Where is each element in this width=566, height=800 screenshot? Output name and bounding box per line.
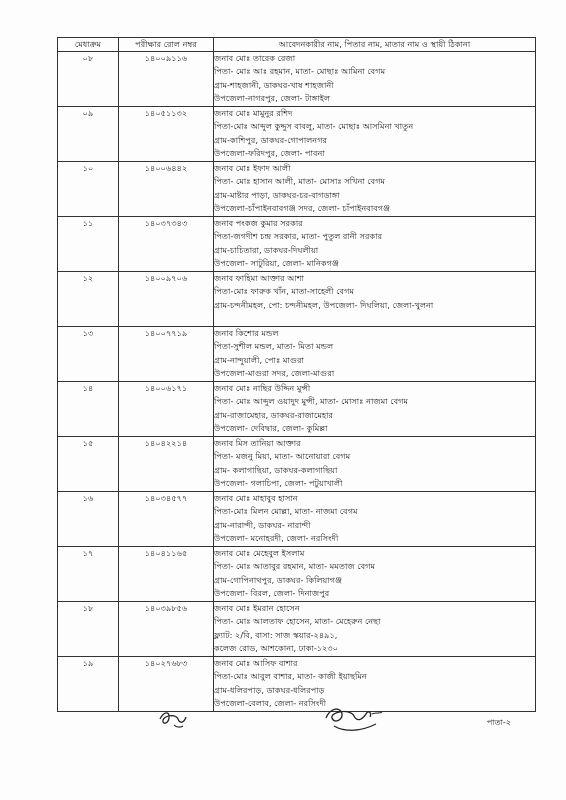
applicant-details-cell bbox=[214, 272, 536, 327]
roll-number-cell: ১৪০০৬৪৪২ bbox=[119, 162, 214, 217]
applicant-detail-line: জনাব মোঃ তারেক রেজা bbox=[214, 53, 296, 63]
merit-serial-cell: ১৪ bbox=[58, 382, 119, 437]
applicant-detail-line: জনাব মোঃ মাহাবুব হাসান bbox=[214, 493, 298, 503]
applicant-detail-line: পিতা- মোঃ আব্দুল ওয়াদুদ মুন্সী, মাতা- মোসাঃ নাজমা বেগম bbox=[214, 396, 409, 407]
applicant-detail-line: জনাব ফাহিমা আক্তার আশা bbox=[214, 273, 305, 283]
applicant-detail-line: গ্রাম-চন্দনীমহল, পো: চন্দনীমহল, উপজেলা- দিঘলিয়া, জেলা-খুলনা bbox=[214, 299, 434, 310]
applicant-details-cell bbox=[214, 162, 536, 217]
table-row bbox=[58, 217, 536, 272]
table-row bbox=[58, 547, 536, 602]
applicant-detail-line: গ্রাম-নান্দুয়ালী, পোঃ মাগুরা bbox=[214, 354, 304, 365]
applicant-detail-line: পিতা-সুশীল মন্ডল, মাতা- মিতা মন্ডল bbox=[214, 341, 334, 352]
roll-number-cell: ১৪০৩৪৫৭৭ bbox=[119, 492, 214, 547]
applicant-detail-line: গ্রাম- কলাগাছিয়া, ডাকঘর-কলাগাছিয়া bbox=[214, 464, 338, 475]
applicant-detail-line: জনাব মোঃ নাছির উদ্দিন মুন্সী bbox=[214, 383, 311, 393]
applicant-detail-line: পিতা- মোঃ হাসান আলী, মাতা- মোসাঃ সখিনা বেগম bbox=[214, 176, 386, 187]
applicant-details-cell bbox=[214, 217, 536, 272]
applicant-detail-line: জনাব মোঃ মেহেবুল ইসলাম bbox=[214, 548, 305, 558]
applicant-detail-line: গ্রাম-রাজামেহার, ডাকঘর-রাজামেহার bbox=[214, 409, 334, 420]
applicant-details-cell bbox=[214, 547, 536, 602]
roll-number-cell: ১৪০৪১১৬৫ bbox=[119, 547, 214, 602]
applicant-detail-line: জনাব মোঃ ইমরান হোসেন bbox=[214, 603, 300, 613]
applicant-detail-line: পিতা-মোঃ আবুল বাশার, মাতা- কাজী ইয়াছমিন bbox=[214, 671, 367, 682]
table-row bbox=[58, 602, 536, 657]
roll-number-cell: ১৪০০৯১১৬ bbox=[119, 52, 214, 107]
applicant-details-cell bbox=[214, 327, 536, 382]
applicant-detail-line: জনাব পংকজ কুমার সরকার bbox=[214, 218, 303, 228]
merit-serial-cell: ১৩ bbox=[58, 327, 119, 382]
header-applicant-details: আবেদনকারীর নাম, পিতার নাম, মাতার নাম ও স্থায়ী ঠিকানা bbox=[214, 38, 536, 52]
table-row bbox=[58, 162, 536, 217]
applicant-detail-line: উপজেলা- মনোহরদী, জেলা- নরসিংদী bbox=[214, 533, 339, 544]
applicant-details-cell bbox=[214, 52, 536, 107]
applicant-detail-line: পিতা- মোঃ আলতাফ হোসেন, মাতা- মেহেরুন নেছা bbox=[214, 616, 381, 627]
page-number-label: পাতা-২ bbox=[486, 718, 511, 727]
table-row bbox=[58, 657, 536, 712]
merit-serial-cell: ১৫ bbox=[58, 437, 119, 492]
applicant-detail-line: উপজেলা-নাগরপুর, জেলা- টাঙ্গাইল bbox=[214, 93, 331, 104]
applicant-detail-line: উপজেলা-বেলাব, জেলা- নরসিংদী bbox=[214, 698, 327, 709]
roll-number-cell: ১৪০৪২২১৪ bbox=[119, 437, 214, 492]
table-row bbox=[58, 272, 536, 327]
merit-serial-cell: ০৯ bbox=[58, 107, 119, 162]
applicant-detail-line: উপজেলা- গলাচিপা, জেলা- পটুয়াখালী bbox=[214, 478, 343, 489]
applicant-detail-line: পিতা-মোঃ মিলন মোল্লা, মাতা- নাজমা বেগম bbox=[214, 506, 358, 517]
applicant-detail-line: গ্রাম-নারান্দী, ডাকঘর- নারান্দী bbox=[214, 519, 311, 530]
applicant-detail-line: উপজেলা-মাগুরা সদর, জেলা-মাগুরা bbox=[214, 368, 335, 379]
roll-number-cell: ১৪০৩৯৮৫৬ bbox=[119, 602, 214, 657]
applicant-detail-line: গ্রাম-শাহজানী, ডাকঘর-খাষ শাহজানী bbox=[214, 79, 334, 90]
applicant-detail-line: গ্রাম-চাচিতারা, ডাকঘর-দিঘলীয়া bbox=[214, 244, 319, 255]
applicant-detail-line: গ্রাম-ধলিরপাড়, ডাকঘর-ধলিরপাড় bbox=[214, 684, 325, 695]
applicant-detail-line: পিতা-জগদীশ চন্দ্র সরকার, মাতা- পুতুল রানী সরকার bbox=[214, 231, 383, 242]
applicant-detail-line: পিতা- মোঃ আঃ রহমান, মাতা- মোছাঃ আমিনা বেগম bbox=[214, 66, 386, 77]
merit-serial-cell: ১২ bbox=[58, 272, 119, 327]
applicant-details-cell bbox=[214, 492, 536, 547]
applicant-detail-line: ফ্ল্যাট: ২/বি, বাসা: সাজ স্কয়ার-২৪৯১, bbox=[214, 629, 338, 640]
roll-number-cell: ১৪০০৯৭০৬ bbox=[119, 272, 214, 327]
applicant-detail-line: গ্রাম-গোপিনাথপুর, ডাকঘর- কিলিয়াগঞ্জ bbox=[214, 574, 343, 585]
applicant-detail-line: জনাব মোঃ আসিফ বাশার bbox=[214, 658, 298, 668]
applicant-detail-line: জনাব মিস তানিয়া আক্তার bbox=[214, 438, 301, 448]
roll-number-cell: ১৪০৫১১৩২ bbox=[119, 107, 214, 162]
table-row bbox=[58, 382, 536, 437]
merit-serial-cell: ১১ bbox=[58, 217, 119, 272]
merit-list-table bbox=[57, 37, 536, 712]
applicant-details-cell bbox=[214, 602, 536, 657]
table-header-row bbox=[58, 38, 536, 52]
merit-serial-cell: ১০ bbox=[58, 162, 119, 217]
applicant-detail-line: জনাব কিশোর মন্ডল bbox=[214, 328, 279, 338]
merit-serial-cell: ১৭ bbox=[58, 547, 119, 602]
table-row bbox=[58, 437, 536, 492]
applicant-detail-line: গ্রাম-মাষ্টার পাড়া, ডাকঘর-চর-বাগডাঙ্গা bbox=[214, 189, 340, 200]
header-roll-number: পরীক্ষার রোল নম্বর bbox=[119, 38, 214, 52]
applicant-detail-line: জনাব মোঃ মামুনুর রশিদ bbox=[214, 108, 293, 118]
table-row bbox=[58, 52, 536, 107]
roll-number-cell: ১৪০০৬১৭১ bbox=[119, 382, 214, 437]
merit-serial-cell: ১৯ bbox=[58, 657, 119, 712]
applicant-details-cell bbox=[214, 107, 536, 162]
applicant-detail-line: পিতা- মজনু মিয়া, মাতা- আনোয়ারা বেগম bbox=[214, 451, 351, 462]
merit-serial-cell: ০৮ bbox=[58, 52, 119, 107]
table-row bbox=[58, 107, 536, 162]
applicant-detail-line: উপজেলা- সাটুরিয়া, জেলা- মানিকগঞ্জ bbox=[214, 258, 339, 269]
header-merit-serial: মেধাক্রম bbox=[58, 38, 119, 52]
merit-serial-cell: ১৬ bbox=[58, 492, 119, 547]
applicant-detail-line: উপজেলা- বিরল, জেলা- দিনাজপুর bbox=[214, 588, 330, 599]
applicant-detail-line: উপজেলা- দেবিদ্বার, জেলা- কুমিল্লা bbox=[214, 423, 328, 434]
applicant-detail-line: গ্রাম-কাশিপুর, ডাকঘর-গোপালনগর bbox=[214, 134, 328, 145]
applicant-detail-line: পিতা- মোঃ আতাবুর রহমান, মাতা- মমতাজ বেগম bbox=[214, 561, 376, 572]
table-body bbox=[58, 52, 536, 712]
initial-signature-left bbox=[156, 705, 190, 731]
merit-serial-cell: ১৮ bbox=[58, 602, 119, 657]
roll-number-cell: ১৪০০৭৭১৯ bbox=[119, 327, 214, 382]
applicant-details-cell bbox=[214, 437, 536, 492]
applicant-detail-line: জনাব মোঃ ইফাদ আলী bbox=[214, 163, 291, 173]
roll-number-cell: ১৪০৩৭৩৪৩ bbox=[119, 217, 214, 272]
table-row bbox=[58, 327, 536, 382]
applicant-detail-line: উপজেলা-চাঁপাইনবাবগঞ্জ সদর, জেলা- চাঁপাইনবাবগঞ্জ bbox=[214, 203, 391, 214]
applicant-detail-line: পিতা-মোঃ আব্দুল কুদ্দুস বাবলু, মাতা- মোছাঃ আসমিনা খাতুন bbox=[214, 121, 414, 132]
table-row bbox=[58, 492, 536, 547]
applicant-details-cell bbox=[214, 382, 536, 437]
applicant-detail-line: পিতা-মোঃ ফারুক খাঁন, মাতা-সাহেলী বেগম bbox=[214, 286, 354, 297]
roll-number-cell: ১৪০২৭৬৮৩ bbox=[119, 657, 214, 712]
applicant-detail-line: কলেজ রোড, আশকোনা, ঢাকা-১২৩০ bbox=[214, 643, 339, 654]
signature-center bbox=[320, 700, 390, 740]
applicant-detail-line: উপজেলা-ফরিদপুর, জেলা- পাবনা bbox=[214, 148, 325, 159]
